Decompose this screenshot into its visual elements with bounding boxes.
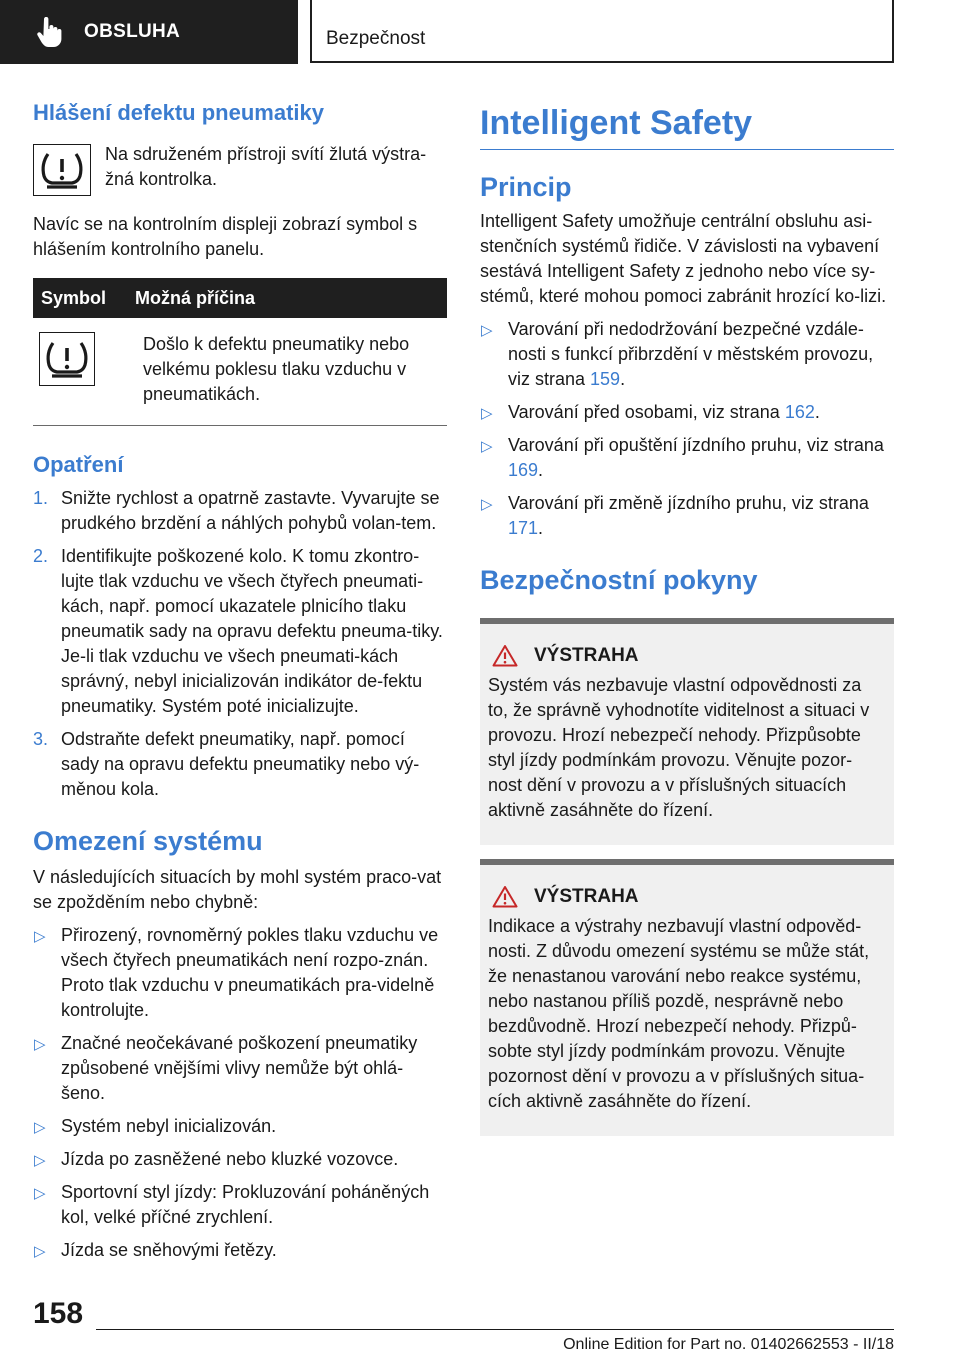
list-item: ▷ Sportovní styl jízdy: Prokluzování poháněných kol, velké příčné zrychlení. [34,1182,430,1227]
left-column [33,100,447,1263]
intro-text: Navíc se na kontrolním displeji zobrazí symbol s hlášením kontrolního panelu. [33,214,418,259]
measures-list [33,486,447,802]
principle-text: Intelligent Safety umožňuje centrální obsluhu asi-stenčních systémů řidiče. V závislosti na vybavení sestává Intelligent Safety z jednoho nebo více sy-stémů, které mohou pomoci zabránit hrozící ko-lizi. [480,211,887,306]
page-link[interactable]: 169 [508,460,539,480]
triangle-bullet-icon: ▷ [34,928,46,945]
indicator-text: Na sdruženém přístroji svítí žlutá výstra-žná kontrolka. [105,144,427,189]
tire-pressure-warning-icon [33,144,91,196]
triangle-bullet-icon: ▷ [34,1036,46,1053]
table-header-symbol: Symbol [33,278,127,318]
warning-text: Systém vás nezbavuje vlastní odpovědnosti za to, že správně vyhodnotíte viditelnost a situaci v provozu. Hrozí nebezpečí nehody. Přizpůsobte styl jízdy podmínkám provozu. Věnujte pozor-nost dění v provozu a v příslušných situacích aktivně zasáhněte do řízení. [488,675,870,820]
list-item: ▷ Značné neočekávané poškození pneumatiky způsobené vnějšími vlivy nemůže být ohlá-šeno. [34,1033,418,1103]
limits-intro: V následujících situacích by mohl systém praco-vat se zpožděním nebo chybně: [33,867,442,912]
section-header-tab [0,0,298,64]
list-item: ▷ Varování při změně jízdního pruhu, viz strana 171. [481,493,869,538]
limits-list [33,923,447,1263]
list-item: ▷ Varování při nedodržování bezpečné vzdále-nosti s funkcí přibrzdění v městském provozu, viz strana 159. [481,319,874,389]
table-cell-cause: Došlo k defektu pneumatiky nebo velkému poklesu tlaku vzduchu v pneumatikách. [143,334,410,404]
triangle-bullet-icon: ▷ [481,405,493,422]
edition-text: Online Edition for Part no. 01402662553 - II/18 [563,1336,894,1353]
measures-heading: Opatření [33,452,124,477]
systems-list [480,317,894,541]
page-link[interactable]: 159 [590,369,621,389]
list-item: ▷ Přirozený, rovnoměrný pokles tlaku vzduchu ve všech čtyřech pneumatikách není rozpo-znán. Proto tlak vzduchu v pneumatikách pra-videlně kontrolujte. [34,925,439,1020]
triangle-bullet-icon: ▷ [481,322,493,339]
warning-box [480,859,894,1136]
table-row [33,318,447,426]
list-item: ▷ Jízda se sněhovými řetězy. [33,1238,447,1263]
page-link[interactable]: 162 [784,402,815,422]
warning-text: Indikace a výstrahy nezbavují vlastní odpověd-nosti. Z důvodu omezení systému se může stát, že nenastanou varování nebo reakce systému, nebo nastanou příliš pozdě, nesprávně nebo bezdůvodně. Hrozí nebezpečí nehody. Přizpů-sobte styl jízdy podmínkám provozu. Věnujte pozornost dění v provozu a v příslušných situa-cích aktivně zasáhněte do řízení. [488,916,870,1111]
symbol-table [33,278,447,426]
section-label: OBSLUHA [84,21,181,42]
safety-heading: Bezpečnostní pokyny [480,565,758,595]
page-number: 158 [33,1297,84,1330]
list-item: 3. Odstraňte defekt pneumatiky, např. pomocí sady na opravu defektu pneumatiky nebo vý-měnou kola. [33,729,420,799]
page-title: Intelligent Safety [480,104,753,142]
triangle-bullet-icon: ▷ [34,1152,46,1169]
triangle-bullet-icon: ▷ [481,438,493,455]
triangle-bullet-icon: ▷ [34,1243,46,1260]
footer-divider [96,1329,894,1330]
warning-triangle-icon [492,885,518,908]
warning-box [480,618,894,845]
chapter-header [310,0,894,63]
warning-triangle-icon [492,644,518,667]
list-item: ▷ Varování před osobami, viz strana 162. [480,400,894,425]
triangle-bullet-icon: ▷ [481,496,493,513]
defect-heading: Hlášení defektu pneumatiky [33,100,324,125]
principle-heading: Princip [480,172,572,202]
indicator-row [33,144,447,196]
list-item: 1. Snižte rychlost a opatrně zastavte. Vyvarujte se prudkého brzdění a náhlých pohybů volan-tem. [33,488,440,533]
list-item: ▷ Varování při opuštění jízdního pruhu, viz strana 169. [481,435,884,480]
triangle-bullet-icon: ▷ [34,1119,46,1136]
list-item: ▷ Jízda po zasněžené nebo kluzké vozovce. [33,1147,447,1172]
list-item: ▷ Systém nebyl inicializován. [33,1114,447,1139]
tire-pressure-symbol-icon [39,332,95,386]
chapter-label: Bezpečnost [326,28,426,49]
table-header-cause: Možná příčina [127,278,447,318]
triangle-bullet-icon: ▷ [34,1185,46,1202]
warning-title: VÝSTRAHA [534,644,639,666]
hand-pointer-icon [36,17,62,47]
list-item: 2. Identifikujte poškozené kolo. K tomu zkontro-lujte tlak vzduchu ve všech čtyřech pneumati-kách, např. pomocí ukazatele plnicího tlaku pneumatik sady na opravu defektu pneuma-tiky. Je-li tlak vzduchu ve všech pneumati-kách správný, nebyl inicializován indikátor de-fektu pneumatiky. Systém poté inicializujte. [33,546,443,716]
warning-title: VÝSTRAHA [534,885,639,907]
right-column [480,100,894,1136]
page-link[interactable]: 171 [508,518,539,538]
limits-heading: Omezení systému [33,826,263,856]
